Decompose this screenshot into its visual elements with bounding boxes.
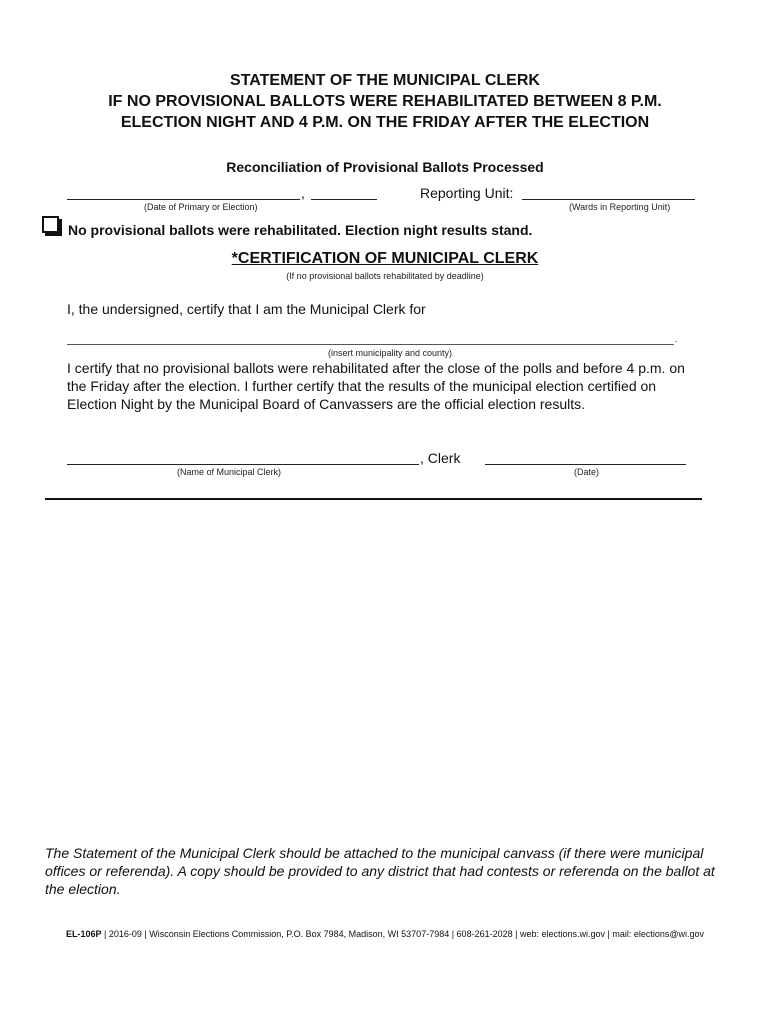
clerk-name-caption: (Name of Municipal Clerk) xyxy=(177,467,282,477)
year-field-line[interactable] xyxy=(311,199,377,200)
title-line-2: IF NO PROVISIONAL BALLOTS WERE REHABILITATED BETWEEN 8 P.M. xyxy=(108,93,662,110)
clerk-suffix: , Clerk xyxy=(420,450,461,466)
form-footer xyxy=(0,929,770,939)
date-caption: (Date of Primary or Election) xyxy=(144,202,258,212)
certification-heading: *CERTIFICATION OF MUNICIPAL CLERK xyxy=(231,250,539,267)
attachment-note: The Statement of the Municipal Clerk should be attached to the municipal canvass (if there were municipal offices or referenda). A copy should be provided to any district that had contests or referenda on the ballot at the election. xyxy=(45,845,715,897)
date-field-line[interactable] xyxy=(67,199,300,200)
clerk-date-field-line[interactable] xyxy=(485,464,686,465)
form-id: EL-106P xyxy=(66,929,102,939)
section-divider xyxy=(45,498,702,500)
certification-intro: I, the undersigned, certify that I am the Municipal Clerk for xyxy=(67,301,426,317)
reporting-unit-field-line[interactable] xyxy=(522,199,695,200)
section-subheading: Reconciliation of Provisional Ballots Processed xyxy=(226,159,544,175)
certification-body: I certify that no provisional ballots were rehabilitated after the close of the polls and before 4 p.m. on the Friday after the election. I further certify that the results of the municipal election certified on Election Night by the Municipal Board of Canvassers are the official election results. xyxy=(67,360,685,412)
title-line-3: ELECTION NIGHT AND 4 P.M. ON THE FRIDAY AFTER THE ELECTION xyxy=(120,114,650,131)
no-rehabilitation-checkbox[interactable] xyxy=(42,216,59,233)
municipality-caption: (insert municipality and county) xyxy=(328,348,453,358)
municipality-period: . xyxy=(675,334,678,344)
clerk-name-field-line[interactable] xyxy=(67,464,419,465)
footer-contact: | 2016-09 | Wisconsin Elections Commission, P.O. Box 7984, Madison, WI 53707-7984 | 608-261-2028 | web: elections.wi.gov | mail: elections@wi.gov xyxy=(101,929,704,939)
municipality-field-line[interactable] xyxy=(67,344,674,345)
clerk-date-caption: (Date) xyxy=(574,467,600,477)
checkbox-statement: No provisional ballots were rehabilitated. Election night results stand. xyxy=(68,222,533,238)
reporting-unit-label: Reporting Unit: xyxy=(420,185,514,201)
date-comma: , xyxy=(301,185,305,201)
wards-caption: (Wards in Reporting Unit) xyxy=(569,202,671,212)
title-line-1: STATEMENT OF THE MUNICIPAL CLERK xyxy=(230,72,540,89)
form-title xyxy=(0,70,770,133)
certification-subcaption: (If no provisional ballots rehabilitated by deadline) xyxy=(286,271,484,281)
